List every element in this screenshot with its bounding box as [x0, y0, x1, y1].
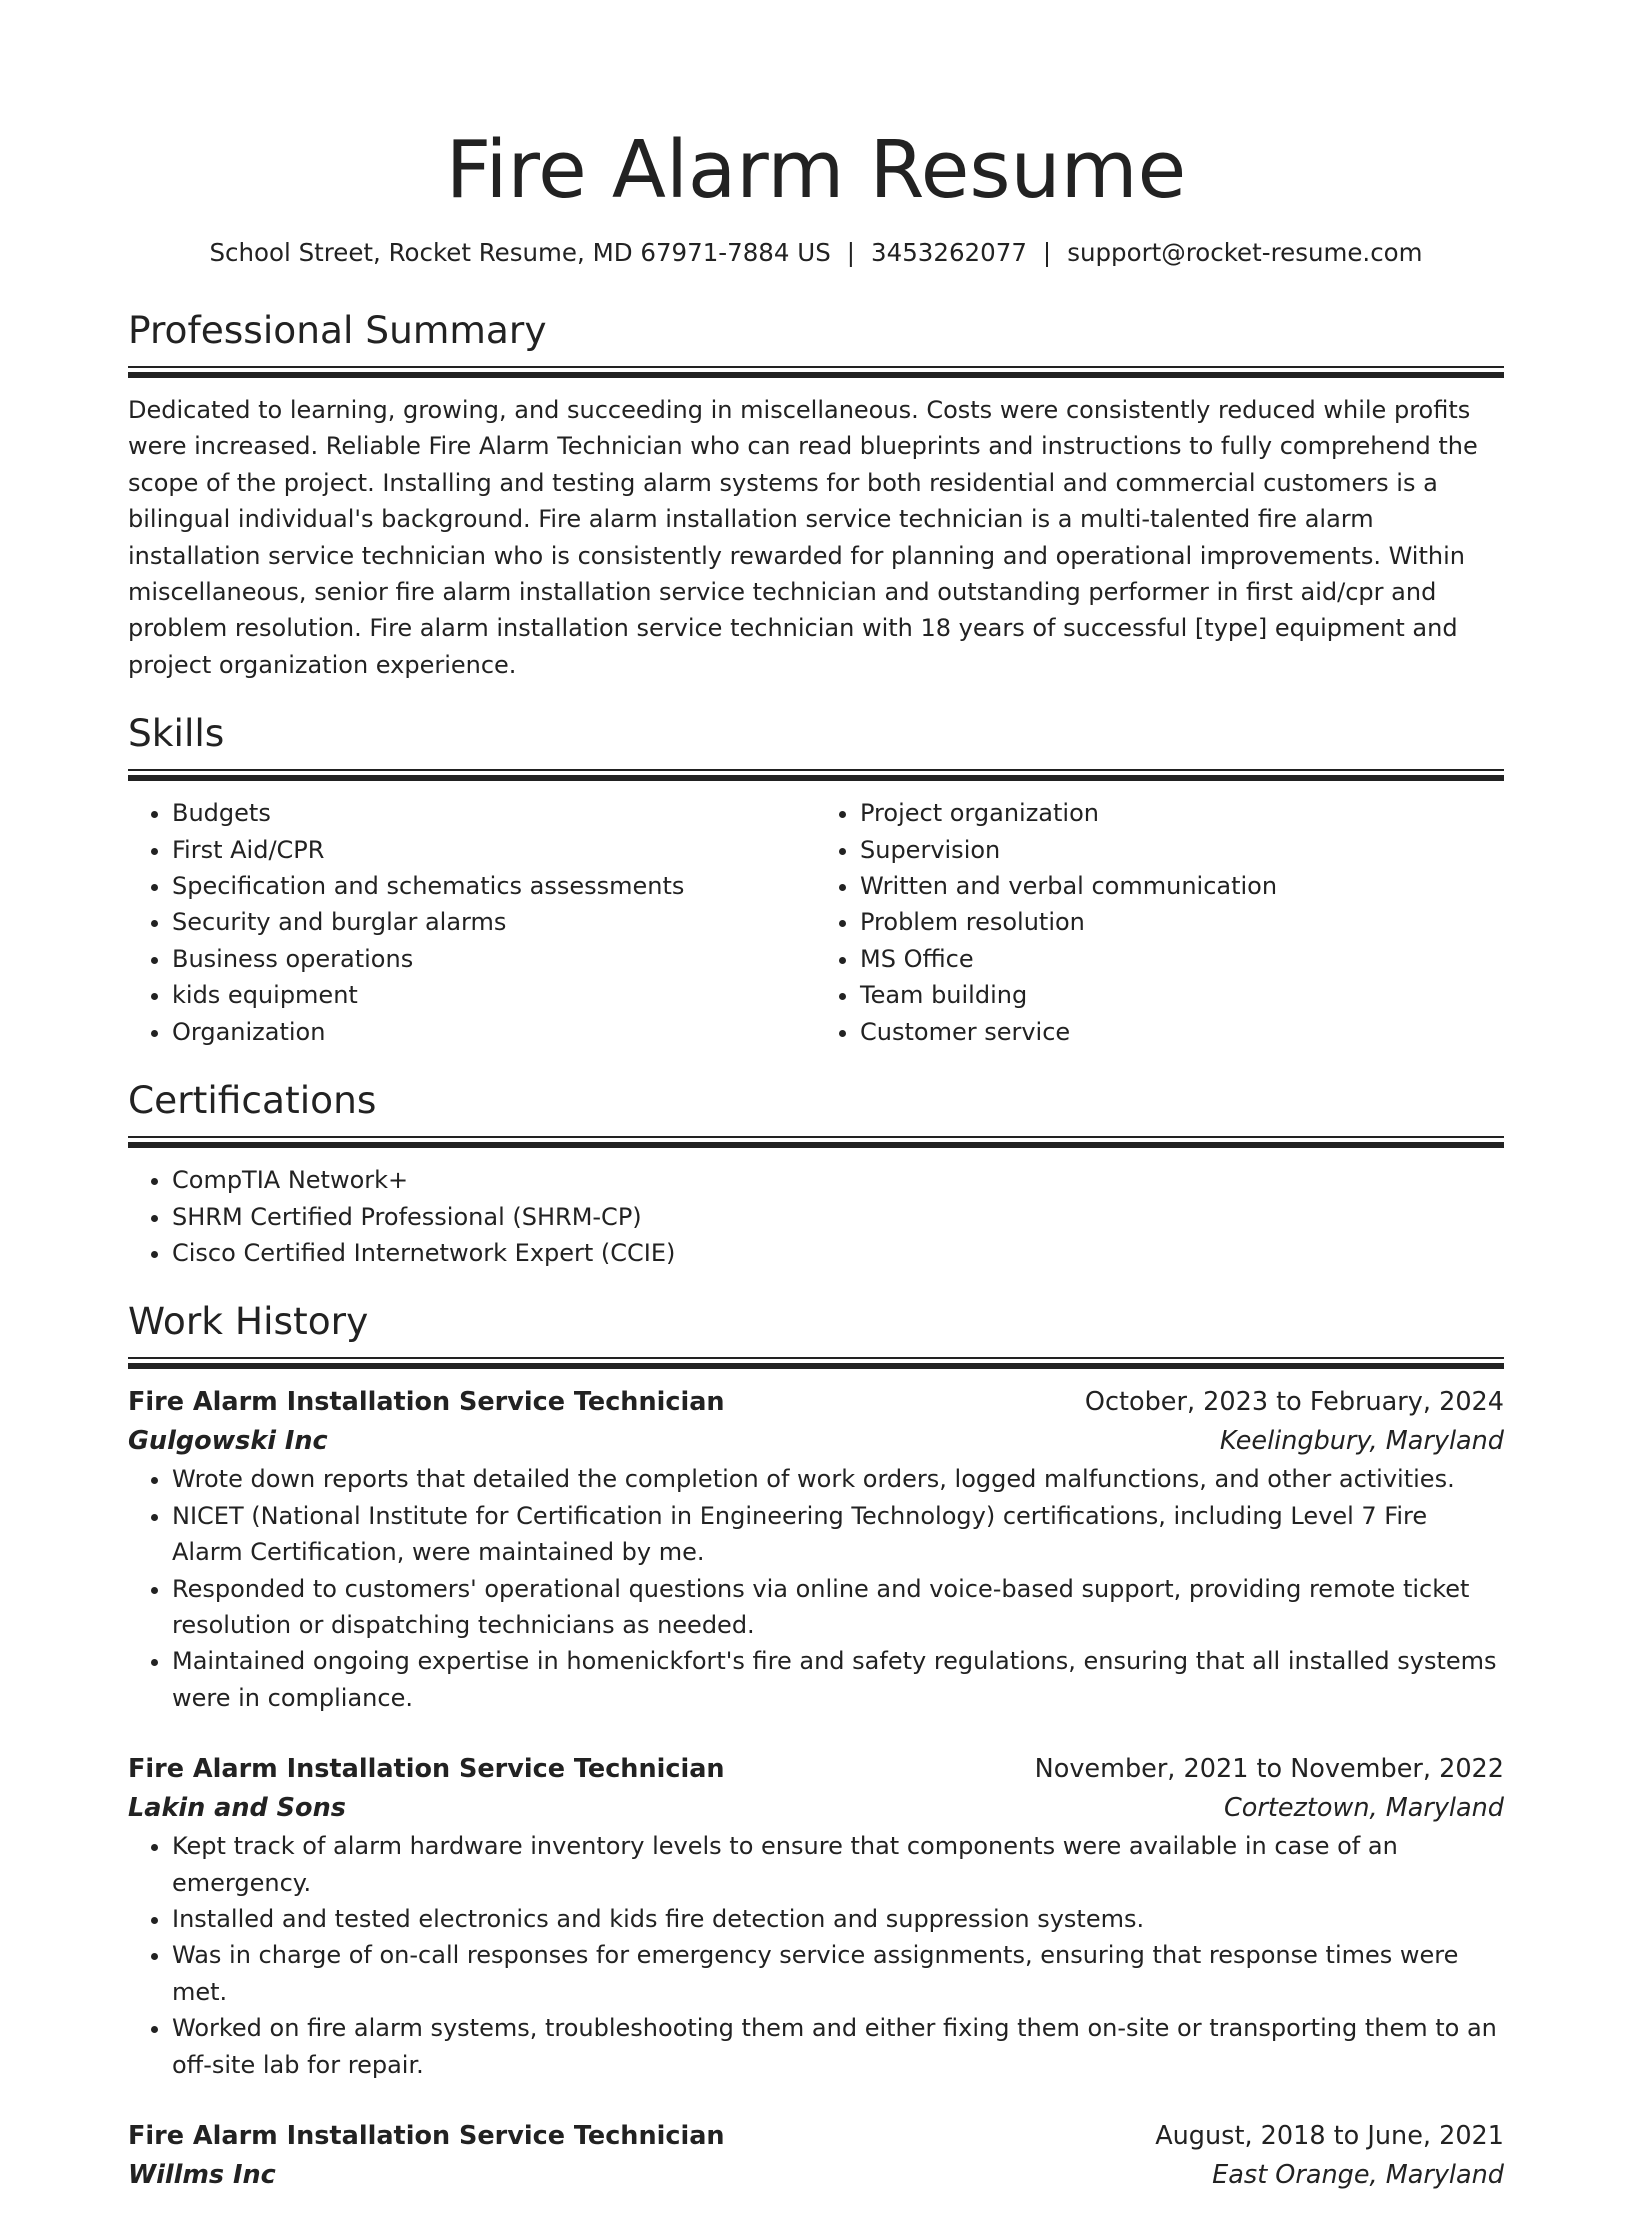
- job-dates: November, 2021 to November, 2022: [1034, 1754, 1504, 1785]
- job-bullet: • Wrote down reports that detailed the completion of work orders, logged malfunctions, and other activities.: [172, 1461, 1504, 1497]
- job-location: Keelingbury, Maryland: [1219, 1426, 1504, 1457]
- skill-item: • Project organization: [860, 795, 1504, 831]
- section-divider: [128, 1357, 1504, 1369]
- work-history-heading: Work History: [128, 1299, 369, 1344]
- skill-item: • Customer service: [860, 1014, 1504, 1050]
- job-bullet: • Installed and tested electronics and kids fire detection and suppression systems.: [172, 1901, 1504, 1937]
- certifications-section: [128, 1076, 1504, 1271]
- skill-item: • Specification and schematics assessments: [172, 868, 816, 904]
- summary-text: Dedicated to learning, growing, and succeeding in miscellaneous. Costs were consistently reduced while profits were increased. Reliable Fire Alarm Technician who can read blueprints and instructions to fully comprehend the scope of the project. Installing and testing alarm systems for both residential and commercial customers is a bilingual individual's background. Fire alarm installation service technician is a multi-talented fire alarm installation service technician who is consistently rewarded for planning and operational improvements. Within miscellaneous, senior fire alarm installation service technician and outstanding performer in first aid/cpr and problem resolution. Fire alarm installation service technician with 18 years of successful [type] equipment and project organization experience.: [128, 396, 1478, 679]
- job-location: East Orange, Maryland: [1212, 2160, 1504, 2190]
- skills-heading: Skills: [128, 711, 225, 756]
- job-company-row: [128, 1789, 1504, 1828]
- certifications-heading: Certifications: [128, 1078, 377, 1123]
- job-bullet: • Was in charge of on-call responses for emergency service assignments, ensuring that response times were met.: [172, 1937, 1504, 2010]
- skill-item: • First Aid/CPR: [172, 832, 816, 868]
- job-location: Corteztown, Maryland: [1223, 1793, 1504, 1824]
- job-dates: August, 2018 to June, 2021: [1155, 2121, 1504, 2151]
- job-company-row: [128, 1422, 1504, 1461]
- section-divider: [128, 366, 1504, 378]
- job-company: Willms Inc: [128, 2160, 276, 2190]
- skill-item: • Team building: [860, 977, 1504, 1013]
- certification-item: • Cisco Certified Internetwork Expert (CCIE): [172, 1235, 1504, 1271]
- skill-item: • Budgets: [172, 795, 816, 831]
- skills-right-list: [816, 795, 1504, 1050]
- job-header-row: [128, 1383, 1504, 1422]
- certifications-list: [128, 1162, 1504, 1271]
- job-bullet-list: [128, 1828, 1504, 2083]
- skills-section: [128, 709, 1504, 1050]
- job-header-row: [128, 2117, 1504, 2156]
- skills-left-list: [128, 795, 816, 1050]
- resume-page: [128, 0, 1504, 2229]
- job-header-row: [128, 1750, 1504, 1789]
- job-entry: [128, 2117, 1504, 2195]
- job-bullet: • NICET (National Institute for Certification in Engineering Technology) certifications, including Level 7 Fire Alarm Certification, were maintained by me.: [172, 1498, 1504, 1571]
- skill-item: • kids equipment: [172, 977, 816, 1013]
- skill-item: • Security and burglar alarms: [172, 904, 816, 940]
- certification-item: • SHRM Certified Professional (SHRM-CP): [172, 1199, 1504, 1235]
- job-dates: October, 2023 to February, 2024: [1084, 1387, 1504, 1418]
- work-history-section: [128, 1297, 1504, 2195]
- contact-email: support@rocket-resume.com: [1067, 238, 1423, 267]
- skill-item: • Problem resolution: [860, 904, 1504, 940]
- summary-heading: Professional Summary: [128, 308, 547, 352]
- job-bullet: • Responded to customers' operational questions via online and voice-based support, providing remote ticket resolution or dispatching technicians as needed.: [172, 1571, 1504, 1644]
- skills-grid: [128, 795, 1504, 1050]
- job-title: Fire Alarm Installation Service Technician: [128, 2121, 725, 2151]
- skill-item: • Business operations: [172, 941, 816, 977]
- job-title: Fire Alarm Installation Service Technician: [128, 1387, 725, 1418]
- skill-item: • Organization: [172, 1014, 816, 1050]
- skill-item: • Supervision: [860, 832, 1504, 868]
- summary-section: [128, 306, 1504, 683]
- job-entry: [128, 1383, 1504, 1716]
- contact-line: [128, 236, 1504, 270]
- job-company: Lakin and Sons: [128, 1793, 346, 1824]
- contact-separator: |: [846, 238, 856, 267]
- job-bullet: • Kept track of alarm hardware inventory levels to ensure that components were available in case of an emergency.: [172, 1828, 1504, 1901]
- section-divider: [128, 769, 1504, 781]
- job-bullet-list: [128, 1461, 1504, 1716]
- job-company-row: [128, 2156, 1504, 2195]
- job-bullet: • Worked on fire alarm systems, troubleshooting them and either fixing them on-site or transporting them to an off-site lab for repair.: [172, 2010, 1504, 2083]
- contact-separator: |: [1042, 238, 1052, 267]
- job-title: Fire Alarm Installation Service Technician: [128, 1754, 725, 1785]
- skill-item: • MS Office: [860, 941, 1504, 977]
- contact-phone: 3453262077: [871, 238, 1027, 267]
- job-entry: [128, 1750, 1504, 2083]
- skill-item: • Written and verbal communication: [860, 868, 1504, 904]
- contact-address: School Street, Rocket Resume, MD 67971-7884 US: [209, 238, 831, 267]
- resume-title: Fire Alarm Resume: [445, 124, 1187, 216]
- certification-item: • CompTIA Network+: [172, 1162, 1504, 1198]
- job-company: Gulgowski Inc: [128, 1426, 328, 1457]
- job-bullet: • Maintained ongoing expertise in homenickfort's fire and safety regulations, ensuring that all installed systems were in compliance.: [172, 1643, 1504, 1716]
- section-divider: [128, 1136, 1504, 1148]
